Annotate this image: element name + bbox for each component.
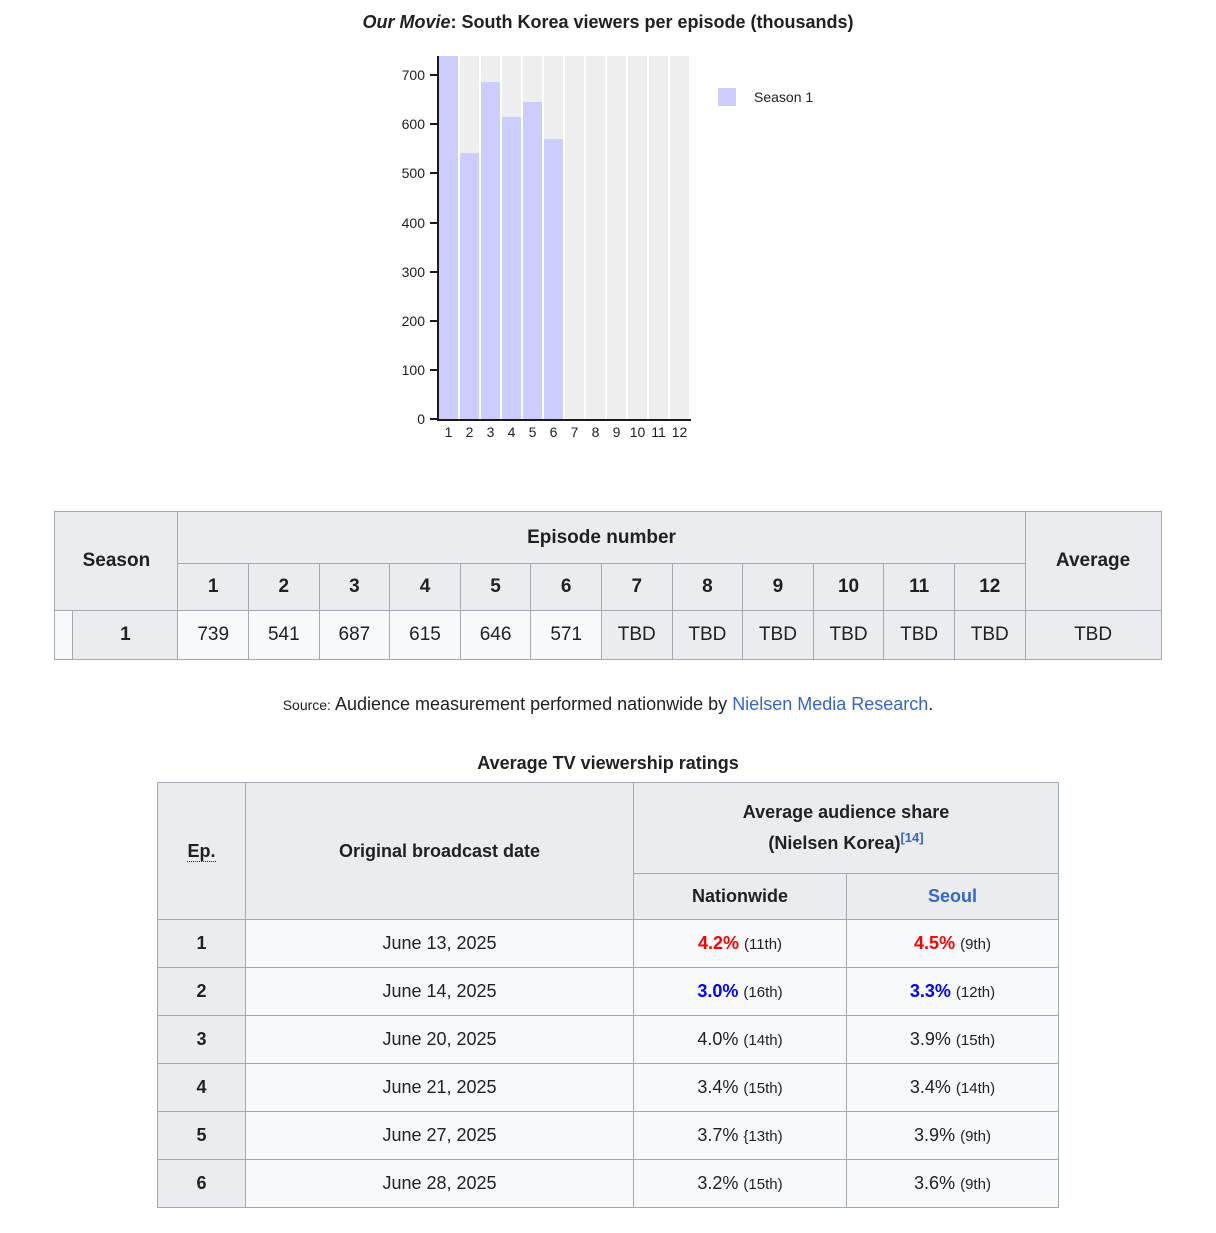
chart-x-labels (439, 424, 691, 442)
reference-14-link[interactable]: [14] (900, 830, 924, 845)
chart-column-background (607, 56, 626, 419)
y-tick-mark (430, 222, 437, 224)
episode-col-11: 11 (884, 564, 955, 611)
ep3-viewers: 687 (319, 611, 390, 660)
table-row (158, 920, 1059, 968)
ep8-viewers: TBD (672, 611, 743, 660)
broadcast-date: June 14, 2025 (246, 968, 634, 1016)
episode-viewers-table (54, 511, 1161, 660)
rating-seoul-2: 3.9% (15th) (847, 1016, 1059, 1064)
ep-number: 1 (158, 920, 246, 968)
season-color-swatch (55, 611, 73, 660)
y-tick-label: 100 (401, 361, 425, 378)
broadcast-date-column-header: Original broadcast date (246, 783, 634, 920)
rating-seoul-5: 3.6% (9th) (847, 1160, 1059, 1208)
rating-nationwide-2: 4.0% (14th) (634, 1016, 847, 1064)
chart-column-background (670, 56, 689, 419)
chart-bar (439, 56, 458, 419)
episode-col-7: 7 (601, 564, 672, 611)
table-row (158, 968, 1059, 1016)
ep9-viewers: TBD (743, 611, 814, 660)
ratings-table-caption: Average TV viewership ratings (477, 753, 739, 773)
x-tick-label: 12 (671, 424, 688, 440)
x-tick-label: 5 (528, 424, 537, 440)
ep-abbr: Ep. (187, 840, 216, 861)
y-tick-label: 400 (401, 214, 425, 231)
audience-share-line2: (Nielsen Korea) (768, 833, 901, 853)
y-tick-mark (430, 418, 437, 420)
season-1-row (55, 611, 1161, 660)
rating-nationwide-1: 3.0% (16th) (634, 968, 847, 1016)
episode-col-8: 8 (672, 564, 743, 611)
audience-share-header (634, 783, 1059, 874)
episode-col-10: 10 (813, 564, 884, 611)
x-axis-line (437, 419, 691, 421)
rating-seoul-3: 3.4% (14th) (847, 1064, 1059, 1112)
seoul-link[interactable]: Seoul (927, 886, 977, 906)
ep-number: 2 (158, 968, 246, 1016)
y-tick-mark (430, 172, 437, 174)
chart-title-series-name: Our Movie (362, 12, 451, 32)
viewers-bar-chart (0, 49, 1216, 444)
nationwide-column-header: Nationwide (634, 874, 847, 920)
x-tick-label: 6 (549, 424, 558, 440)
episode-col-9: 9 (743, 564, 814, 611)
nielsen-media-research-link[interactable]: Nielsen Media Research (732, 694, 929, 714)
rating-nationwide-3: 3.4% (15th) (634, 1064, 847, 1112)
chart-bar (460, 153, 479, 419)
y-tick-mark (430, 320, 437, 322)
source-label: Source: (282, 697, 331, 713)
chart-column-background (586, 56, 605, 419)
broadcast-date: June 28, 2025 (246, 1160, 634, 1208)
source-text: Audience measurement performed nationwide by (330, 694, 733, 714)
y-tick-label: 500 (401, 165, 425, 182)
episode-col-1: 1 (178, 564, 249, 611)
source-note (0, 694, 1216, 715)
x-tick-label: 1 (444, 424, 453, 440)
y-tick-label: 700 (401, 67, 425, 84)
chart-column-background (628, 56, 647, 419)
table-row (158, 1064, 1059, 1112)
episode-col-3: 3 (319, 564, 390, 611)
chart-bar (523, 102, 542, 419)
y-tick-mark (430, 74, 437, 76)
ep5-viewers: 646 (460, 611, 531, 660)
rating-nationwide-5: 3.2% (15th) (634, 1160, 847, 1208)
broadcast-date: June 13, 2025 (246, 920, 634, 968)
chart-legend (718, 88, 813, 106)
ratings-table (157, 782, 1059, 1208)
legend-swatch (718, 88, 736, 106)
ep10-viewers: TBD (813, 611, 884, 660)
broadcast-date: June 21, 2025 (246, 1064, 634, 1112)
episode-col-4: 4 (390, 564, 461, 611)
season-column-header: Season (55, 512, 178, 611)
ep-column-header (158, 783, 246, 920)
x-tick-label: 7 (570, 424, 579, 440)
season-number: 1 (73, 611, 178, 660)
episode-number-header: Episode number (178, 512, 1025, 564)
x-tick-label: 3 (486, 424, 495, 440)
x-tick-label: 2 (465, 424, 474, 440)
ep-number: 6 (158, 1160, 246, 1208)
rating-nationwide-0: 4.2% (11th) (634, 920, 847, 968)
broadcast-date: June 20, 2025 (246, 1016, 634, 1064)
rating-seoul-4: 3.9% (9th) (847, 1112, 1059, 1160)
x-tick-label: 4 (507, 424, 516, 440)
y-tick-mark (430, 369, 437, 371)
table-row (158, 1112, 1059, 1160)
chart-plot (439, 56, 691, 419)
table-row (158, 1160, 1059, 1208)
rating-seoul-0: 4.5% (9th) (847, 920, 1059, 968)
episode-col-2: 2 (249, 564, 320, 611)
chart-column-background (565, 56, 584, 419)
chart-bar (544, 139, 563, 419)
ep6-viewers: 571 (531, 611, 602, 660)
ep4-viewers: 615 (390, 611, 461, 660)
episode-col-5: 5 (460, 564, 531, 611)
table-row (158, 1016, 1059, 1064)
ep-number: 4 (158, 1064, 246, 1112)
y-tick-mark (430, 123, 437, 125)
chart-column-background (649, 56, 668, 419)
ep1-viewers: 739 (178, 611, 249, 660)
average-viewers: TBD (1025, 611, 1161, 660)
ep-number: 3 (158, 1016, 246, 1064)
rating-seoul-1: 3.3% (12th) (847, 968, 1059, 1016)
ep-number: 5 (158, 1112, 246, 1160)
y-tick-label: 0 (417, 411, 425, 427)
audience-share-line1: Average audience share (742, 802, 950, 822)
rating-nationwide-4: 3.7% {13th) (634, 1112, 847, 1160)
chart-title-rest: : South Korea viewers per episode (thousands) (450, 12, 854, 32)
chart-bar (481, 82, 500, 419)
source-suffix: . (928, 694, 934, 714)
y-tick-label: 600 (401, 116, 425, 133)
x-tick-label: 9 (612, 424, 621, 440)
broadcast-date: June 27, 2025 (246, 1112, 634, 1160)
y-tick-label: 300 (401, 263, 425, 280)
y-tick-mark (430, 271, 437, 273)
episode-col-6: 6 (531, 564, 602, 611)
ep12-viewers: TBD (954, 611, 1025, 660)
chart-title (0, 12, 1216, 33)
episode-col-12: 12 (954, 564, 1025, 611)
ep7-viewers: TBD (601, 611, 672, 660)
chart-bar (502, 117, 521, 419)
seoul-column-header (847, 874, 1059, 920)
ep11-viewers: TBD (884, 611, 955, 660)
x-tick-label: 10 (629, 424, 646, 440)
average-column-header: Average (1025, 512, 1161, 611)
y-tick-label: 200 (401, 312, 425, 329)
x-tick-label: 11 (651, 424, 666, 440)
legend-label: Season 1 (754, 89, 814, 105)
ep2-viewers: 541 (249, 611, 320, 660)
x-tick-label: 8 (591, 424, 600, 440)
